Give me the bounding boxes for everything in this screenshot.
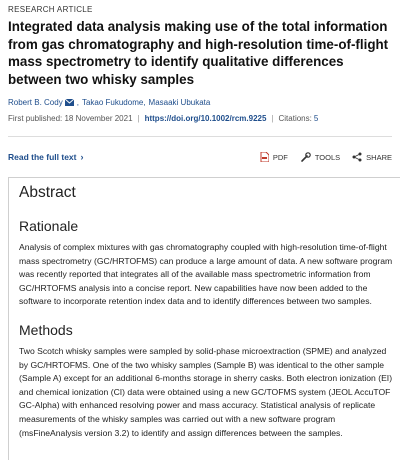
info-separator: |: [137, 114, 140, 123]
rationale-heading: Rationale: [19, 218, 79, 234]
envelope-icon[interactable]: [65, 99, 74, 106]
article-header: [0, 0, 400, 123]
author-separator: ,: [76, 98, 79, 107]
pdf-button[interactable]: [260, 152, 288, 162]
abstract-heading: Abstract: [19, 184, 76, 201]
tools-button[interactable]: [300, 152, 340, 163]
read-full-text-link[interactable]: [8, 152, 83, 162]
author-list: [8, 98, 392, 107]
author-link-fukudome[interactable]: Takao Fukudome: [81, 98, 144, 107]
rationale-paragraph: Analysis of complex mixtures with gas chromatography coupled with high-resolution time-of-flight mass spectrometry (GC/HRTOFMS) can produce a large amount of data. A new software program was recently reported that integrates all of the available mass spectrometric information from GC/HRTOFMS analysis into a concise report. New capabilities have now been added to the software to incorporate retention index data and to identify differences between two samples.: [19, 242, 393, 307]
tools-label: TOOLS: [314, 152, 341, 162]
wrench-icon: [300, 152, 311, 163]
author-separator: ,: [143, 98, 146, 107]
chevron-right-icon: ›: [80, 152, 84, 162]
header-divider: [8, 136, 392, 137]
citations-count-link[interactable]: 5: [313, 114, 319, 123]
methods-heading: Methods: [19, 321, 73, 338]
share-label: SHARE: [366, 152, 392, 162]
share-button[interactable]: [352, 152, 392, 162]
abstract-section: [8, 177, 400, 460]
share-icon: [352, 152, 362, 162]
read-full-text-label: Read the full text: [8, 152, 77, 162]
article-actions-bar: [0, 142, 400, 172]
methods-paragraph: Two Scotch whisky samples were sampled by solid-phase microextraction (SPME) and analyzed by GC/HRTOFMS. One of the two whisky samples (Sample B) was identical to the other sample (Sample A) except for an additional 6-months storage in sherry casks. Both electron ionization (EI) and chemical ionization (CI) data were obtained using a new GC/TOFMS system (JEOL AccuTOF GC-Alpha) with enhanced resolving power and mass accuracy. Statistical analysis of replicate measurements of the whisky samples was carried out with a new software program (msFineAnalysis version 3.2) to identify and assign differences between the samples.: [19, 345, 393, 438]
pdf-label: PDF: [272, 152, 288, 162]
pdf-icon: [260, 152, 269, 162]
doi-link[interactable]: https://doi.org/10.1002/rcm.9225: [144, 114, 267, 123]
first-published-date: First published: 18 November 2021: [8, 114, 133, 123]
author-link-cody[interactable]: Robert B. Cody: [8, 98, 63, 107]
author-link-ubukata[interactable]: Masaaki Ubukata: [148, 98, 211, 107]
article-type-label: RESEARCH ARTICLE: [8, 5, 93, 14]
publication-info: [8, 114, 392, 123]
info-separator: |: [271, 114, 274, 123]
article-title: Integrated data analysis making use of the total information from gas chromatography and high-resolution time-of-flight mass spectrometry to identify qualitative differences between two whisky samples: [8, 19, 389, 87]
citations-label: Citations:: [278, 114, 312, 123]
